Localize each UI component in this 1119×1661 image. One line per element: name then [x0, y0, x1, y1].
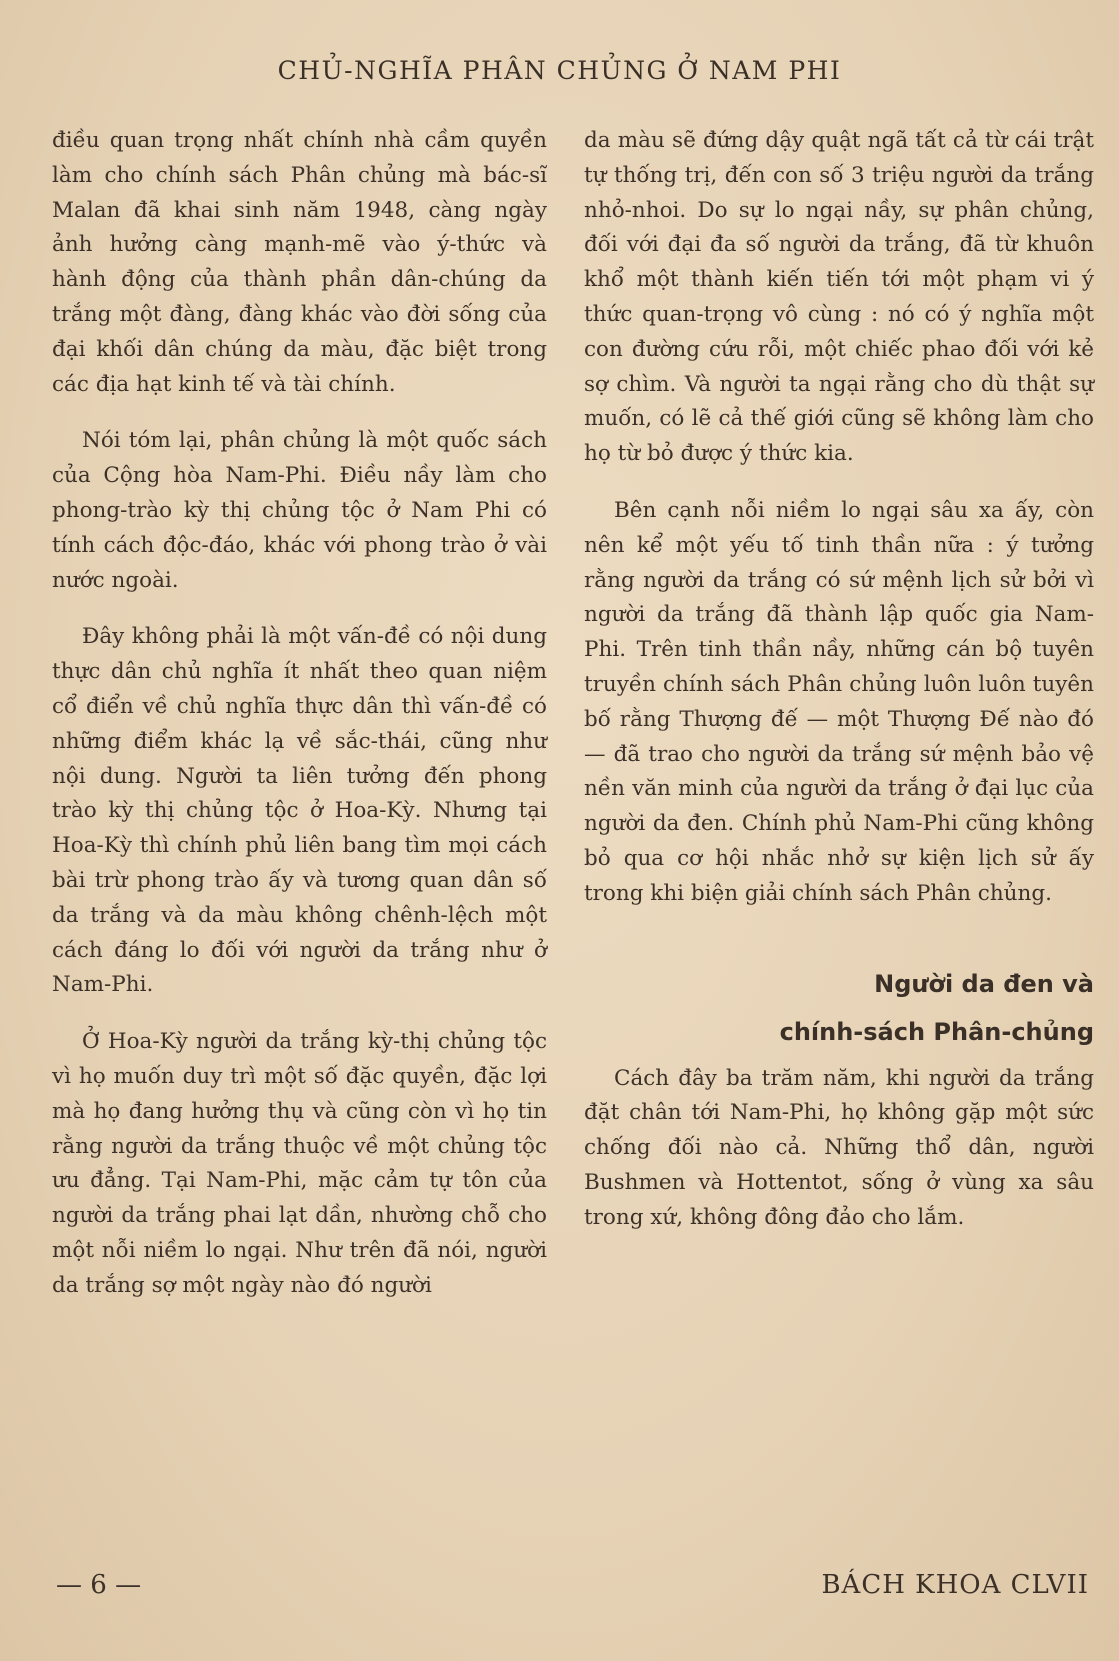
right-paragraph-1: da màu sẽ đứng dậy quật ngã tất cả từ cái trật tự thống trị, đến con số 3 triệu người da trắng nhỏ-nhoi. Do sự lo ngại nầy, sự phân chủng, đối với đại đa số người da trắng, đã từ khuôn khổ một thành kiến tiến tới một phạm vi ý thức quan-trọng vô cùng : nó có ý nghĩa một con đường cứu rỗi, một chiếc phao đối với kẻ sợ chìm. Và người ta ngại rằng cho dù thật sự muốn, có lẽ cả thế giới cũng sẽ không làm cho họ từ bỏ được ý thức kia. — [584, 128, 1094, 467]
left-paragraph-2: Nói tóm lại, phân chủng là một quốc sách của Cộng hòa Nam-Phi. Điều nầy làm cho phong-trào kỳ thị chủng tộc ở Nam Phi có tính cách độc-đáo, khác với phong trào ở vài nước ngoài. — [52, 428, 547, 593]
section-heading-line-1: Người da đen và — [874, 969, 1094, 998]
right-paragraph-2: Bên cạnh nỗi niềm lo ngại sâu xa ấy, còn nên kể một yếu tố tinh thần nữa : ý tưởng rằng người da trắng có sứ mệnh lịch sử bởi vì người da trắng đã thành lập quốc gia Nam-Phi. Trên tinh thần nầy, những cán bộ tuyên truyền chính sách Phân chủng luôn luôn tuyên bố rằng Thượng đế — một Thượng Đế nào đó — đã trao cho người da trắng sứ mệnh bảo vệ nền văn minh của người da trắng ở đại lục của người da đen. Chính phủ Nam-Phi cũng không bỏ qua cơ hội nhắc nhở sự kiện lịch sử ấy trong khi biện giải chính sách Phân chủng. — [584, 497, 1094, 906]
section-heading-line-2: chính-sách Phân-chủng — [779, 1017, 1094, 1046]
left-paragraph-4: Ở Hoa-Kỳ người da trắng kỳ-thị chủng tộc vì họ muốn duy trì một số đặc quyền, đặc lợi mà họ đang hưởng thụ và cũng còn vì họ tin rằng người da trắng thuộc về một chủng tộc ưu đẳng. Tại Nam-Phi, mặc cảm tự tôn của người da trắng phai lạt dần, nhường chỗ cho một nỗi niềm lo ngại. Như trên đã nói, người da trắng sợ một ngày nào đó người — [52, 1029, 547, 1298]
left-paragraph-1: điều quan trọng nhất chính nhà cầm quyền làm cho chính sách Phân chủng mà bác-sĩ Malan đã khai sinh năm 1948, càng ngày ảnh hưởng càng mạnh-mẽ vào ý-thức và hành động của thành phần dân-chúng da trắng một đàng, đàng khác vào đời sống của đại khối dân chúng da màu, đặc biệt trong các địa hạt kinh tế và tài chính. — [52, 128, 547, 397]
right-paragraph-3: Cách đây ba trăm năm, khi người da trắng đặt chân tới Nam-Phi, họ không gặp một sức chống đối nào cả. Những thổ dân, người Bushmen và Hottentot, sống ở vùng xa sâu trong xứ, không đông đảo cho lắm. — [584, 1065, 1094, 1230]
right-column — [584, 124, 1094, 1258]
left-column — [52, 124, 547, 1326]
running-title: CHỦ-NGHĨA PHÂN CHỦNG Ở NAM PHI — [277, 56, 842, 85]
section-heading — [584, 960, 1094, 1056]
left-paragraph-3: Đây không phải là một vấn-đề có nội dung thực dân chủ nghĩa ít nhất theo quan niệm cổ điển về chủ nghĩa thực dân thì vấn-đề có những điểm khác lạ về sắc-thái, cũng như nội dung. Người ta liên tưởng đến phong trào kỳ thị chủng tộc ở Hoa-Kỳ. Nhưng tại Hoa-Kỳ thì chính phủ liên bang tìm mọi cách bài trừ phong trào ấy và tương quan dân số da trắng và da màu không chênh-lệch một cách đáng lo đối với người da trắng như ở Nam-Phi. — [52, 624, 547, 998]
magazine-issue: BÁCH KHOA CLVII — [821, 1570, 1089, 1600]
page-number: — 6 — — [56, 1570, 142, 1600]
